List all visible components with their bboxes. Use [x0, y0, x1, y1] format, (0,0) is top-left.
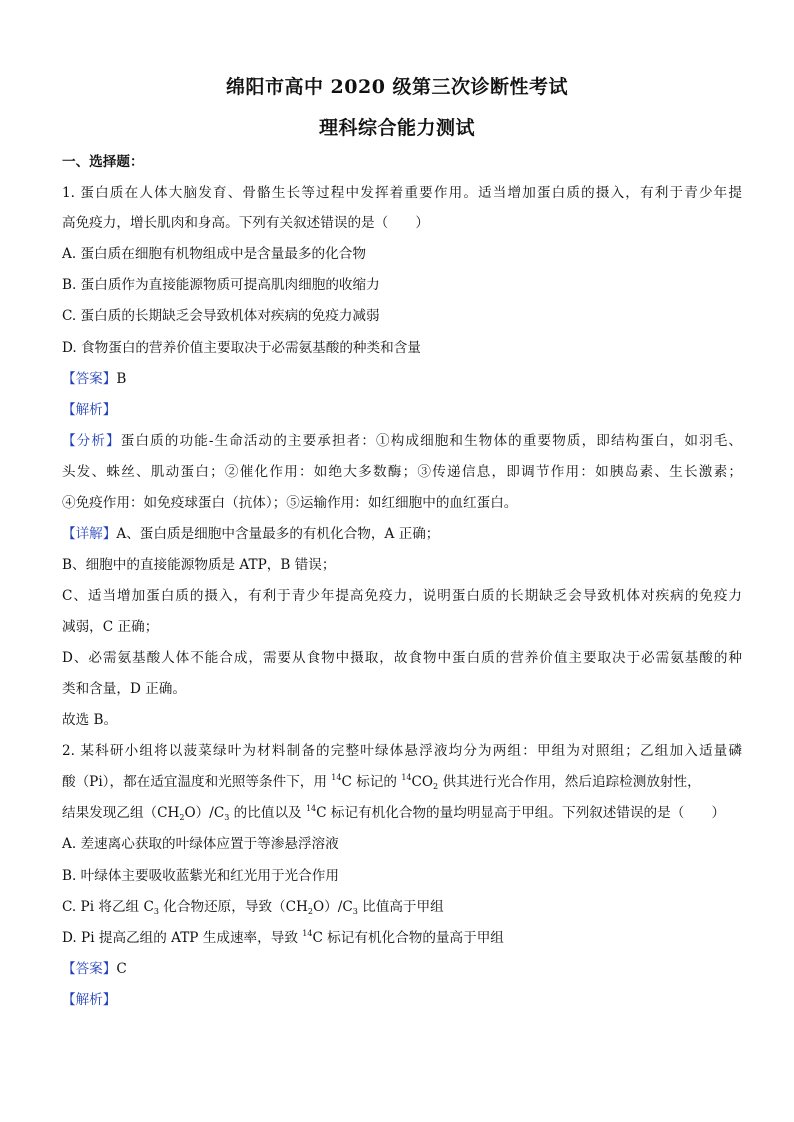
q2-stem-line1: 2. 某科研小组将以菠菜绿叶为材料制备的完整叶绿体悬浮液均分为两组：甲组为对照组；乙组加入适量磷: [62, 743, 742, 759]
q1-detail-c-line2: 减弱，C 正确；: [62, 619, 159, 635]
q1-fenxi-line3: ④免疫作用：如免疫球蛋白（抗体）；⑤运输作用：如红细胞中的血红蛋白。: [62, 495, 518, 511]
q1-answer-row: [62, 370, 742, 388]
q2-option-b: B. 叶绿体主要吸收蓝紫光和红光用于光合作用: [62, 868, 339, 884]
fenxi-tag: 【分析】: [62, 433, 121, 449]
detail-tag: 【详解】: [62, 526, 117, 542]
q2-answer-row: [62, 960, 742, 978]
q1-analysis-tag: 【解析】: [62, 402, 117, 418]
q1-stem-line2: 高免疫力，增长肌肉和身高。下列有关叙述错误的是（ ）: [62, 215, 430, 231]
answer-tag: 【答案】: [62, 961, 117, 977]
q1-detail-d-line2: 类和含量，D 正确。: [62, 681, 186, 697]
section-heading: 一、选择题：: [62, 154, 144, 170]
q1-answer-value: B: [116, 371, 127, 387]
q1-fenxi-line1: 【分析】蛋白质的功能-生命活动的主要承担者：①构成细胞和生物体的重要物质，即结构蛋白，如羽毛、: [62, 433, 742, 449]
q2-option-a: A. 差速离心获取的叶绿体应置于等渗悬浮溶液: [62, 836, 339, 852]
q1-option-b: B. 蛋白质作为直接能源物质可提高肌肉细胞的收缩力: [62, 277, 380, 293]
q2-stem-line2: 酸（Pi），都在适宜温度和光照等条件下，用 $^{14}$C 标记的 $^{14}CO_2$ 供其进行光合作用，然后追踪检测放射性，: [62, 773, 701, 791]
q2-analysis-tag: 【解析】: [62, 992, 117, 1008]
q1-detail-c-line1: C、适当增加蛋白质的摄入，有利于青少年提高免疫力，说明蛋白质的长期缺乏会导致机体对疾病的免疫力: [62, 588, 742, 604]
q1-fenxi-line2: 头发、蛛丝、肌动蛋白；②催化作用：如绝大多数酶；③传递信息，即调节作用：如胰岛素、生长激素；: [62, 464, 742, 480]
q1-detail-a: 【详解】A、蛋白质是细胞中含量最多的有机化合物，A 正确；: [62, 526, 440, 542]
q1-detail-d-line1: D、必需氨基酸人体不能合成，需要从食物中摄取，故食物中蛋白质的营养价值主要取决于必需氨基酸的种: [62, 650, 742, 666]
q1-option-d: D. 食物蛋白的营养价值主要取决于必需氨基酸的种类和含量: [62, 340, 421, 356]
q1-detail-b: B、细胞中的直接能源物质是 ATP，B 错误；: [62, 557, 336, 573]
q2-option-d: D. Pi 提高乙组的 ATP 生成速率，导致 $^{14}$C 标记有机化合物的量高于甲组: [62, 929, 504, 946]
q2-option-c: C. Pi 将乙组 $C_3$ 化合物还原，导致$(CH_2O)/C_3$ 比值高于甲组: [62, 899, 444, 916]
q1-option-c: C. 蛋白质的长期缺乏会导致机体对疾病的免疫力减弱: [62, 308, 380, 324]
answer-tag: 【答案】: [62, 371, 117, 387]
q2-stem-line3: 结果发现乙组$(CH_2O)/C_3$ 的比值以及 $^{14}$C 标记有机化合物的量均明显高于甲组。下列叙述错误的是（ ）: [62, 804, 726, 822]
exam-title: 绵阳市高中 2020 级第三次诊断性考试: [225, 76, 569, 98]
q1-option-a: A. 蛋白质在细胞有机物组成中是含量最多的化合物: [62, 246, 366, 262]
exam-subtitle: 理科综合能力测试: [318, 117, 475, 139]
q1-stem-line1: 1. 蛋白质在人体大脑发育、骨骼生长等过程中发挥着重要作用。适当增加蛋白质的摄入，有利于青少年提: [62, 185, 742, 201]
q1-conclusion: 故选 B。: [62, 712, 118, 728]
q2-answer-value: C: [116, 961, 127, 977]
